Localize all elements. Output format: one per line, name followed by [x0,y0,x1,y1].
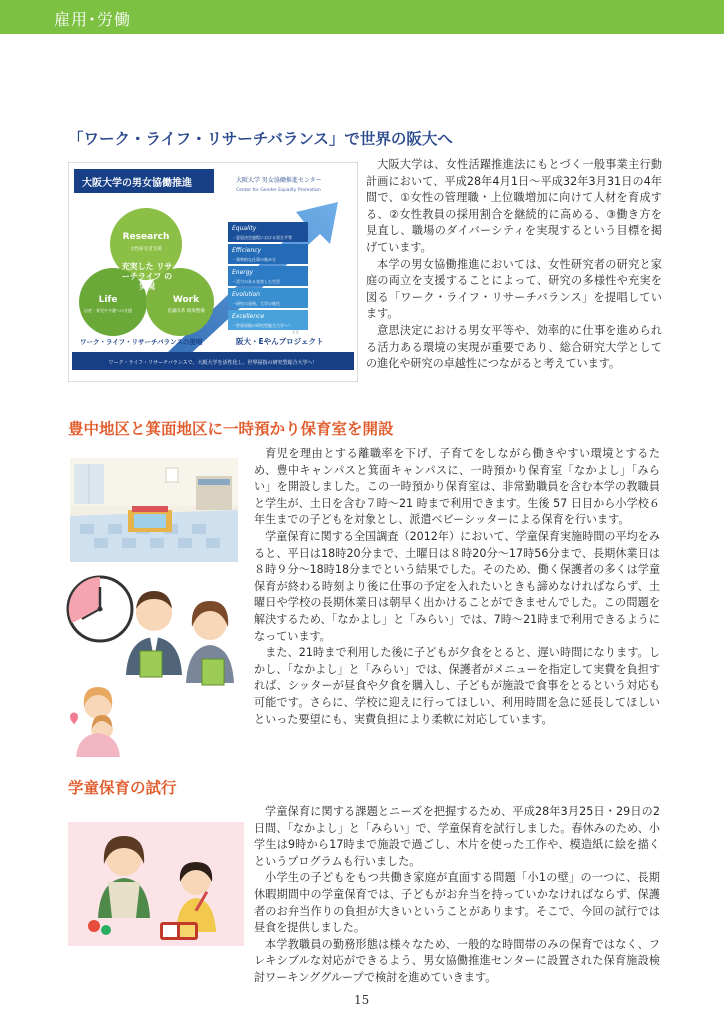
section2-paragraph-3: また、21時まで利用した後に子どもが夕食をとると、遅い時間になります。しかし、「なかよし」と「みらい」では、保護者がメニューを指定して実費を負担すれば、シッターが昼食や夕食を購入し、子どもが施設で食事をとるという対応も可能です。さらに、学校に迎えに行ってほしい、利用時間を急に延長してほしいといった要望にも、実費負担により柔軟に対応しています。 [254,646,660,726]
center-name: 大阪大学 男女協働推進センター [236,177,322,184]
left-caption: ワーク・ライフ・リサーチバランスの提唱 [80,338,203,346]
stair-efficiency [228,244,308,264]
svg-text:・効率的な仕事の進め方: ・効率的な仕事の進め方 [232,257,276,262]
after-school-care-illustration [68,822,244,946]
section2-paragraph-1: 育児を理由とする離職率を下げ、子育てをしながら働きやすい環境とするため、豊中キャンパスと箕面キャンパスに、一時預かり保育室「なかよし」「みらい」を開設しました。この一時預かり保育室は、非常勤職員を含む本学の教職員と学生が、土日を含む７時〜21 時まで利用できます。生後 57 日目から小学校６年生までの子どもを対象とし、派遣ベビーシッターによる保育を行います。 [254,447,660,527]
page-number: 15 [354,993,370,1007]
svg-text:・世界屈指の研究型総合大学へ！: ・世界屈指の研究型総合大学へ！ [232,323,292,328]
svg-text:Equality: Equality [232,225,257,232]
circle-research-sub: 女性研究者支援 [130,247,162,252]
circle-work-title: Work [172,295,200,305]
circle-life-title: Life [98,295,118,305]
section3-title: 学童保育の試行 [68,779,177,797]
circle-work-sub: 意識改革 環境整備 [167,309,205,314]
category-label: 雇用･労働 [54,10,132,29]
section3-body [254,804,660,987]
stair-energy [228,266,308,286]
section2-paragraph-2: 学童保育に関する全国調査（2012年）において、学童保育実施時間の平均をみると、平日は18時20分まで、土曜日は８時20分〜17時56分まで、長期休業日は８時９分〜18時18分までという結果でした。そのため、働く保護者の多くは学童保育が終わる時刻より後に仕事の予定を入れたいときも諦めなければならず、土曜日や学校の長期休業日は朝早く出かけることができませんでした。この問題を解決するため、「なかよし」と「みらい」では、7時〜21時まで利用できるようになっています。 [254,529,660,643]
stair-excellence [228,310,308,330]
section1-paragraph-2: 本学の男女協働推進においては、女性研究者の研究と家庭の両立を支援することによって、研究の多様性や充実を図る「ワーク・ライフ・リサーチバランス」を提唱しています。 [366,257,662,321]
svg-text:Energy: Energy [232,269,254,276]
childcare-room-photo [70,458,238,562]
svg-text:Excellence: Excellence [232,313,265,320]
svg-text:・研究の発展、大学の進化: ・研究の発展、大学の進化 [232,301,280,306]
svg-text:Efficiency: Efficiency [232,247,262,254]
center-name-en: Center for Gender Equality Promotion [236,188,321,193]
section1-title: 「ワーク・ライフ・リサーチバランス」で世界の阪大へ [68,130,453,148]
section1-body [366,157,662,373]
father-figure [126,591,182,677]
section3-paragraph-1: 学童保育に関する課題とニーズを把握するため、平成28年3月25日・29日の2日間、「なかよし」と「みらい」で、学童保育を試行しました。春休みのため、小学生は9時から17時まで施設で過ごし、木片を使った工作や、模造紙に絵を描くというプログラムも行いました。 [254,805,660,868]
svg-text:・意思決定過程における男女平等: ・意思決定過程における男女平等 [232,235,292,240]
gender-equality-diagram [68,162,358,382]
section3-paragraph-2: 小学生の子どもをもつ共働き家庭が直面する問題「小1の壁」の一つに、長期休暇期間中の学童保育では、子どもがお弁当を持っていかなければならず、保護者のお弁当作りの負担が大きいということがあります。そこで、今回の試行では昼食を提供しました。 [254,871,660,935]
bottom-banner: ワーク・ライフ・リサーチバランスで、大阪大学を活性化し、世界屈指の研究型総合大学へ！ [108,360,318,366]
center-text: 充実した リサーチライフ の実現 [121,262,173,291]
stair-evolution [228,288,308,308]
section1-paragraph-1: 大阪大学は、女性活躍推進法にもとづく一般事業主行動計画において、平成28年4月1日〜平成32年3月31日の4年間で、①女性の管理職・上位職増加に向けて人材を育成する、②女性教員の採用割合を継続的に高める、③働き方を見直し、職場のダイバーシティを実現するという目標を掲げています。 [366,158,662,254]
svg-text:Evolution: Evolution [232,291,260,298]
header-bar [0,0,724,34]
right-caption: 阪大・Eやんプロジェクト [236,337,324,346]
section2-body [254,446,660,728]
diagram-heading: 大阪大学の男女協働推進 [82,178,192,189]
section3-paragraph-3: 本学教職員の勤務形態は様々なため、一般的な時間帯のみの保育ではなく、フレキシブルな対応ができるよう、男女協働推進センターに設置された保育施設検討ワーキンググループで検討を進めていきます。 [254,937,660,984]
lunch-box-icon [160,922,198,940]
heart-icon [70,713,78,726]
mother-child-figure [70,687,120,757]
circle-life-sub: 出産・育児や介護への支援 [84,308,132,313]
clock-icon [68,577,132,641]
section2-title: 豊中地区と箕面地区に一時預かり保育室を開設 [68,420,394,438]
working-parents-illustration [62,567,250,757]
mother-figure [186,601,234,685]
ruby-text: ええ [292,330,299,334]
stair-equality [228,222,308,242]
svg-text:・活力のある充実した生活: ・活力のある充実した生活 [232,279,280,284]
circle-research-title: Research [122,232,170,242]
section1-paragraph-3: 意思決定における男女平等や、効率的に仕事を進められる活力ある環境の実現が重要であり、総合研究大学としての進化や研究の卓越性につながると考えています。 [366,323,662,371]
